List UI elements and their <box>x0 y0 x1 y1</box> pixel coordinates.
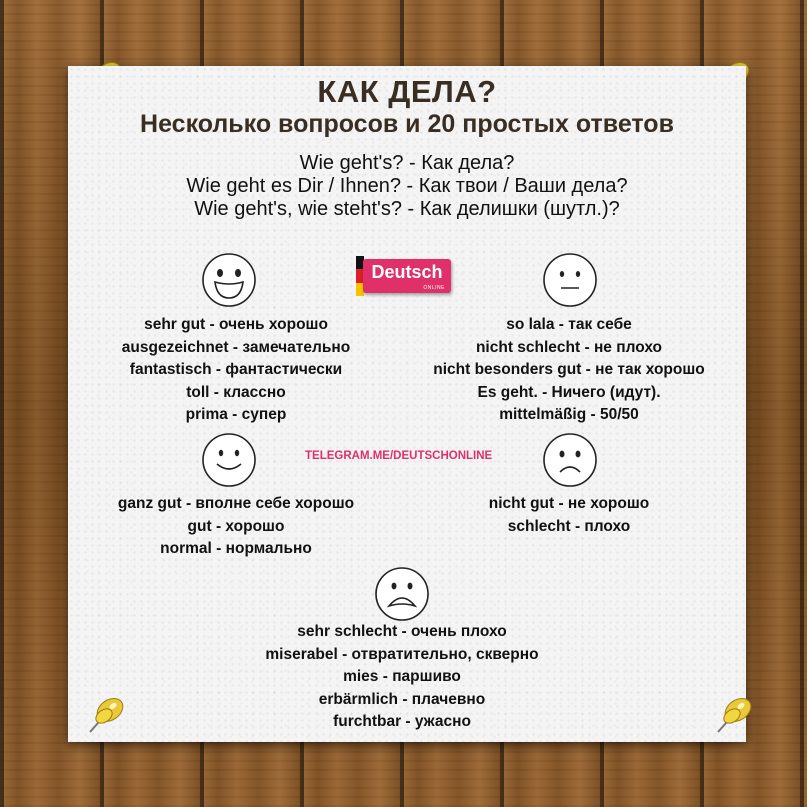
answer-line: ausgezeichnet - замечательно <box>121 338 351 356</box>
answer-line: erbärmlich - плачевно <box>318 690 486 708</box>
question-line: Wie geht es Dir / Ihnen? - Как твои / Ваши дела? <box>186 175 628 197</box>
note-paper <box>68 66 746 742</box>
answer-line: schlecht - плохо <box>507 517 631 535</box>
answer-line: sehr schlecht - очень плохо <box>297 623 507 640</box>
logo-text: Deutsch <box>371 262 443 282</box>
neutral-face-icon <box>542 252 598 308</box>
answers-not-good <box>419 493 719 538</box>
answer-line: miserabel - отвратительно, скверно <box>265 645 539 663</box>
logo-subtext: ONLINE <box>423 285 445 291</box>
answers-good <box>86 493 386 561</box>
deutsch-online-logo <box>356 252 456 300</box>
answer-line: gut - хорошо <box>187 517 285 535</box>
questions-block <box>68 152 746 221</box>
answer-line: prima - супер <box>185 406 287 423</box>
telegram-link[interactable]: TELEGRAM.ME/DEUTSCHONLINE <box>305 450 493 462</box>
answers-so-so <box>404 314 734 427</box>
page-title: КАК ДЕЛА? <box>317 74 497 109</box>
smile-face-icon <box>201 432 257 488</box>
answer-line: sehr gut - очень хорошо <box>144 316 328 333</box>
page-subtitle: Несколько вопросов и 20 простых ответов <box>140 110 674 138</box>
answer-line: Es geht. - Ничего (идут). <box>477 383 661 401</box>
pushpin-icon <box>80 688 132 740</box>
answer-line: mies - паршиво <box>343 668 461 685</box>
answers-very-good <box>86 314 386 427</box>
sad-face-icon <box>542 432 598 488</box>
answer-line: fantastisch - фантастически <box>129 361 343 378</box>
big-smile-face-icon <box>201 252 257 308</box>
answer-line: nicht gut - не хорошо <box>488 495 650 512</box>
answer-line: normal - нормально <box>160 540 312 557</box>
question-line: Wie geht's, wie steht's? - Как делишки (шутл.)? <box>194 198 620 220</box>
answer-line: nicht besonders gut - не так хорошо <box>433 361 705 378</box>
answer-line: nicht schlecht - не плохо <box>475 338 663 356</box>
answer-line: furchtbar - ужасно <box>333 713 471 730</box>
question-line: Wie geht's? - Как дела? <box>299 152 515 174</box>
answers-very-bad <box>232 621 572 734</box>
answer-line: toll - классно <box>186 383 286 401</box>
answer-line: so lala - так себе <box>506 316 632 333</box>
answer-line: mittelmäßig - 50/50 <box>499 406 639 423</box>
answer-line: ganz gut - вполне себе хорошо <box>117 495 355 512</box>
very-sad-face-icon <box>374 566 430 622</box>
pushpin-icon <box>708 688 760 740</box>
